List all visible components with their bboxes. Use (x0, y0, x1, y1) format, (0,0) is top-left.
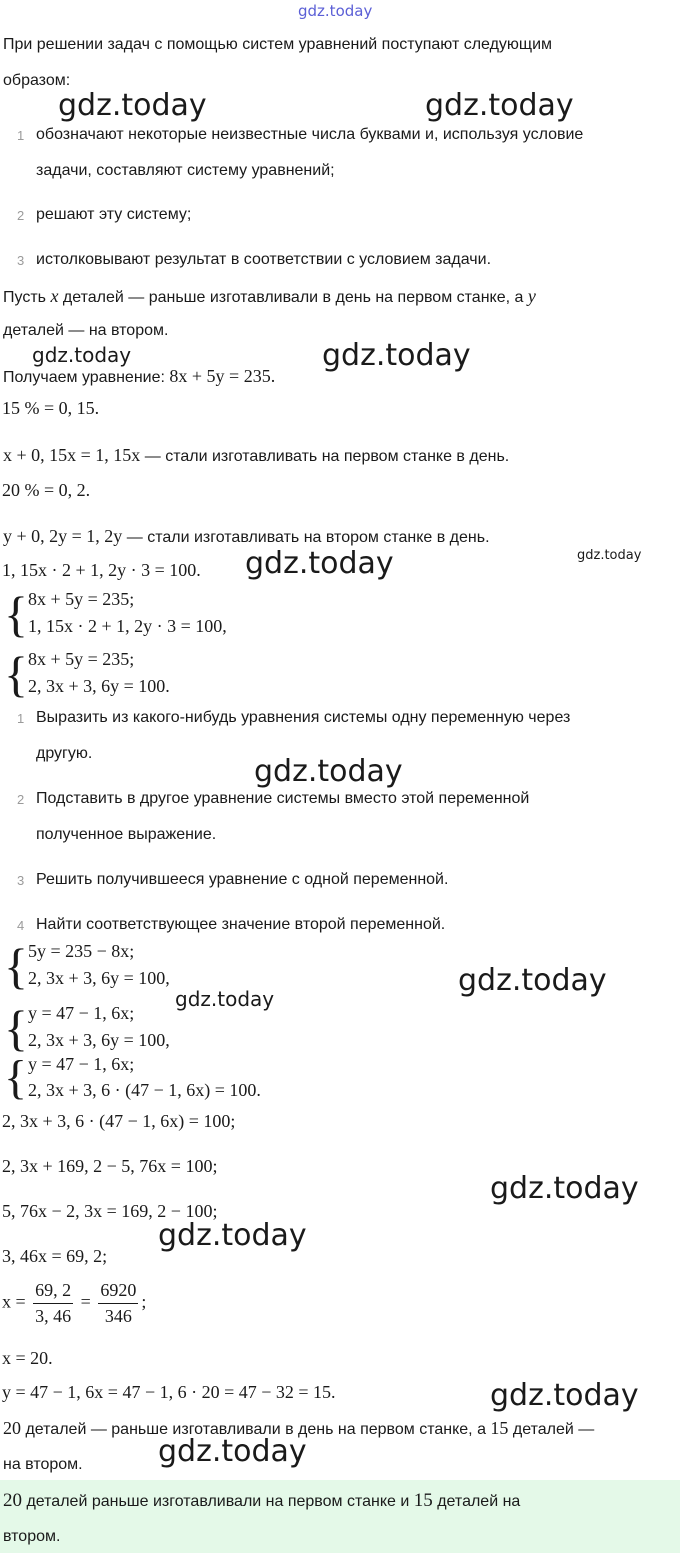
intro-line: При решении задач с помощью систем уравнений поступают следующим (3, 36, 553, 53)
answer-box (0, 1480, 680, 1553)
watermark: gdz.today (32, 343, 132, 367)
brace-icon: { (4, 1000, 28, 1056)
list-number: 4 (17, 918, 25, 933)
list-text: обозначают некоторые неизвестные числа буквами и, используя условие (36, 126, 584, 143)
math-text-line: x + 0, 15x = 1, 15x — стали изготавливать на первом станке в день. (3, 445, 510, 465)
math-text-line: y + 0, 2y = 1, 2y — стали изготавливать на втором станке в день. (3, 526, 490, 546)
watermark-top: gdz.today (298, 2, 373, 20)
let-line: деталей — на втором. (3, 322, 169, 339)
brace-icon: { (4, 646, 28, 702)
watermark: gdz.today (245, 546, 394, 581)
list-number: 2 (17, 208, 25, 223)
intro-line: образом: (3, 72, 71, 89)
watermark: gdz.today (175, 987, 275, 1011)
list-number: 3 (17, 873, 25, 888)
answer-line: втором. (3, 1528, 61, 1545)
math-line: 3, 46x = 69, 2; (2, 1246, 108, 1266)
math-line: 2, 3x + 3, 6 · (47 − 1, 6x) = 100; (2, 1111, 236, 1131)
fraction: $\frac{6920}{346}$ (100, 1280, 137, 1326)
fraction-line: x = $\frac{69, 2}{3, 46}$ = $\frac{6920}{346}$ ; (2, 1280, 147, 1326)
list-text: Решить получившееся уравнение с одной переменной. (36, 871, 449, 888)
math-line: 5, 76x − 2, 3x = 169, 2 − 100; (2, 1201, 218, 1221)
equation: 8x + 5y = 235. (169, 366, 276, 386)
math-line: 20 % = 0, 2. (2, 480, 91, 500)
conclusion-line: 20 деталей — раньше изготавливали в день на первом станке, а 15 деталей — (3, 1418, 595, 1438)
list-text: решают эту систему; (36, 206, 192, 223)
list-number: 1 (17, 128, 25, 143)
math-line: x = 20. (2, 1348, 53, 1368)
var-y: y (527, 286, 536, 306)
math-line: 15 % = 0, 15. (2, 398, 100, 418)
list-text: истолковывают результат в соответствии с условием задачи. (36, 251, 492, 268)
list-text: задачи, составляют систему уравнений; (36, 162, 335, 179)
answer-line: 20 деталей раньше изготавливали на первом станке и 15 деталей на (3, 1490, 521, 1511)
watermark: gdz.today (425, 88, 574, 123)
let-line: Пусть x деталей — раньше изготавливали в день на первом станке, а y (3, 286, 536, 306)
watermark: gdz.today (254, 754, 403, 789)
watermark: gdz.today (458, 963, 607, 998)
list-number: 2 (17, 792, 25, 807)
math-line: y = 47 − 1, 6x = 47 − 1, 6 · 20 = 47 − 32 = 15. (2, 1382, 336, 1402)
list-text: Найти соответствующее значение второй переменной. (36, 916, 446, 933)
list-text: полученное выражение. (36, 826, 217, 843)
watermark: gdz.today (322, 338, 471, 373)
list-number: 1 (17, 711, 25, 726)
math-line: 2, 3x + 169, 2 − 5, 76x = 100; (2, 1156, 218, 1176)
conclusion-line: на втором. (3, 1456, 83, 1473)
equation-line: Получаем уравнение: 8x + 5y = 235. (3, 366, 276, 386)
list-number: 3 (17, 253, 25, 268)
brace-icon: { (4, 1051, 28, 1104)
watermark: gdz.today (577, 548, 642, 563)
list-text: Выразить из какого-нибудь уравнения системы одну переменную через (36, 709, 571, 726)
watermark: gdz.today (490, 1378, 639, 1413)
var-x: x (50, 286, 59, 306)
list-text: Подставить в другое уравнение системы вместо этой переменной (36, 790, 530, 807)
watermark: gdz.today (490, 1171, 639, 1206)
watermark: gdz.today (158, 1434, 307, 1469)
watermark: gdz.today (158, 1218, 307, 1253)
math-line: 1, 15x · 2 + 1, 2y · 3 = 100. (2, 560, 201, 580)
brace-icon: { (4, 586, 28, 642)
watermark: gdz.today (58, 88, 207, 123)
brace-icon: { (4, 938, 28, 994)
fraction: $\frac{69, 2}{3, 46}$ (35, 1280, 72, 1326)
list-text: другую. (36, 745, 93, 762)
